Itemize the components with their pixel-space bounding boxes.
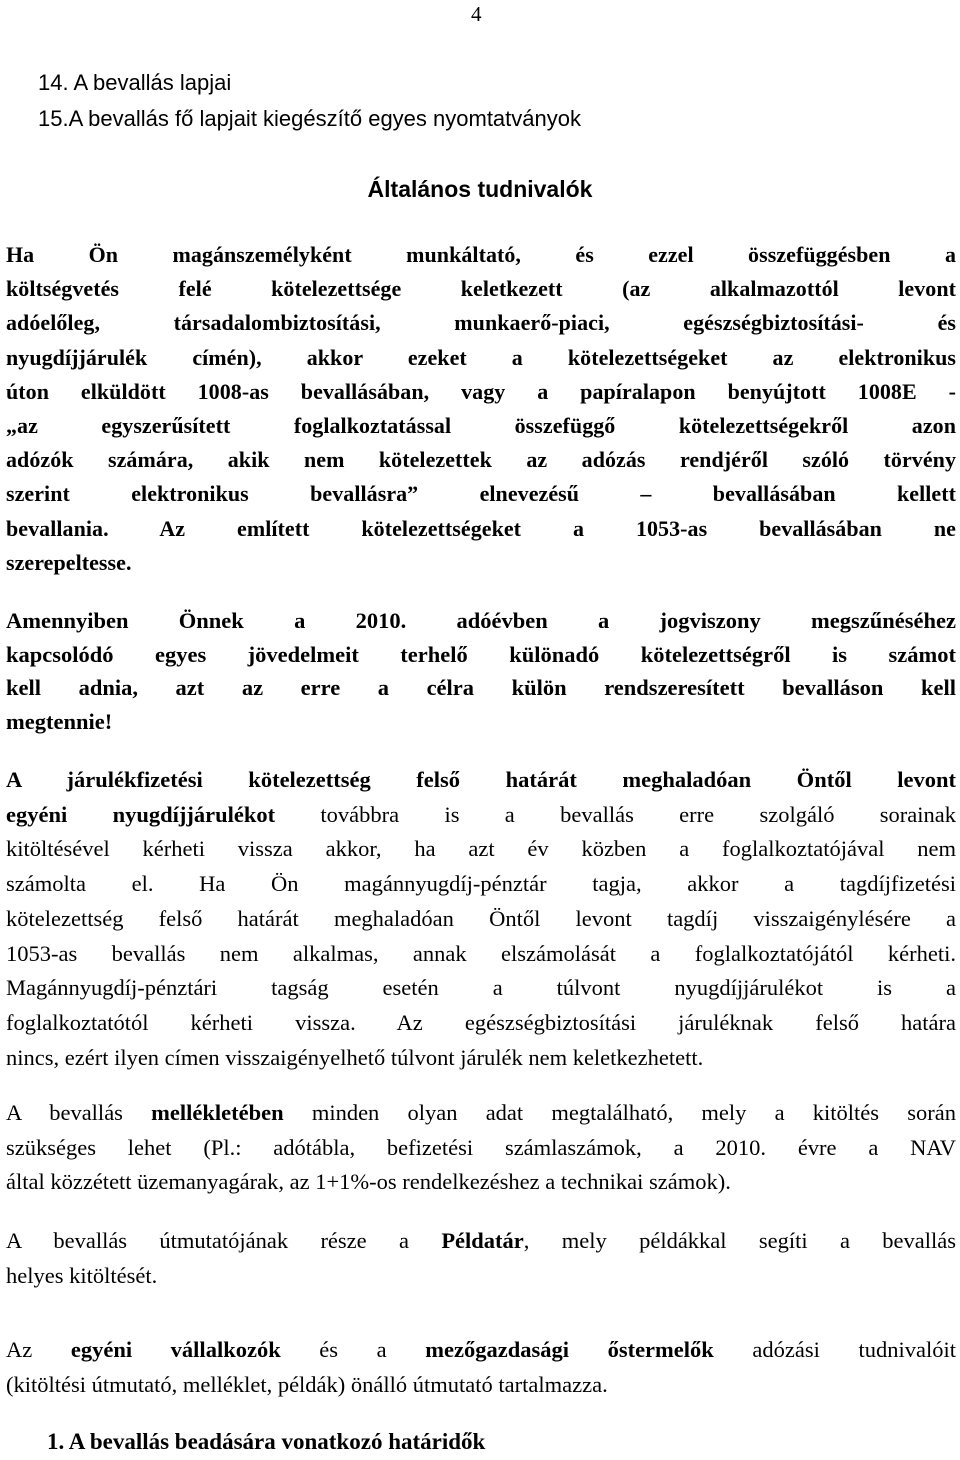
text-fragment: A bevallás útmutatójának része a [6,1228,442,1253]
text-line: Magánnyugdíj-pénztári tagság esetén a túlvont nyugdíjjárulékot is a [6,975,956,1001]
text-line: nyugdíjjárulék címén), akkor ezeket a kötelezettségeket az elektronikus [6,344,956,370]
text-line: kapcsolódó egyes jövedelmeit terhelő különadó kötelezettségről is számot [6,641,956,667]
text-line: adóelőleg, társadalombiztosítási, munkaerő-piaci, egészségbiztosítási- és [6,310,956,336]
paragraph-examples [6,1224,956,1293]
bold-term: egyéni vállalkozók [70,1337,281,1362]
text-line: adózók számára, akik nem kötelezettek az adózás rendjéről szóló törvény [6,447,956,473]
section-title: Általános tudnivalók [367,176,593,202]
text-line [6,1224,956,1259]
paragraph-appendix [6,1096,956,1200]
toc-item-15: 15.A bevallás fő lapjait kiegészítő egyes nyomtatványok [38,106,581,131]
text-line: (kitöltési útmutató, melléklet, példák) önálló útmutató tartalmazza. [6,1371,608,1397]
bold-term: mellékletében [151,1100,284,1125]
text-fragment: adózási tudnivalóit [713,1337,956,1362]
text-fragment: A bevallás [6,1100,152,1125]
text-fragment: minden olyan adat megtalálható, mely a kitöltés során [283,1100,956,1125]
text-line: kötelezettség felső határát meghaladóan Öntől levont tagdíj visszaigénylésére a [6,905,956,931]
bold-term: egyéni nyugdíjjárulékot [6,801,276,827]
text-line: kitöltésével kérheti vissza akkor, ha azt év közben a foglalkoztatójával nem [6,836,956,862]
text-line: úton elküldött 1008-as bevallásában, vagy a papíralapon benyújtott 1008E - [6,378,956,404]
text-line: kell adnia, azt az erre a célra külön rendszeresített bevalláson kell [6,675,956,700]
text-line: költségvetés felé kötelezettsége keletkezett (az alkalmazottól levont [6,276,956,302]
text-line: foglalkoztatótól kérheti vissza. Az egészségbiztosítási járuléknak felső határa [6,1009,956,1035]
text-line [6,1096,956,1131]
text-line: Ha Ön magánszemélyként munkáltató, és ezzel összefüggésben a [6,242,956,267]
section-heading-deadlines: 1. A bevallás beadására vonatkozó határidők [47,1429,486,1454]
text-fragment: továbbra is a bevallás erre szolgáló sorainak [275,801,956,827]
text-line: szerepeltesse. [6,549,132,575]
text-line: 1053-as bevallás nem alkalmas, annak elszámolását a foglalkoztatójától kérheti. [6,940,956,966]
text-fragment: , mely példákkal segíti a bevallás [523,1228,956,1253]
text-line: Amennyiben Önnek a 2010. adóévben a jogviszony megszűnéséhez [6,608,956,633]
toc-item-14: 14. A bevallás lapjai [38,70,232,95]
paragraph-pension-contribution [6,763,956,1075]
page-number: 4 [471,2,482,26]
text-line: „az egyszerűsített foglalkoztatással összefüggő kötelezettségekről azon [6,413,956,439]
text-line: számolta el. Ha Ön magánnyugdíj-pénztár tagja, akkor a tagdíjfizetési [6,871,956,897]
text-line: szerint elektronikus bevallásra” elnevezésű – bevallásában kellett [6,481,956,507]
paragraph-employer-obligations [6,238,956,580]
text-line: helyes kitöltését. [6,1262,158,1288]
text-line: A járulékfizetési kötelezettség felső határát meghaladóan Öntől levont [6,767,956,792]
text-line: bevallania. Az említett kötelezettségeket a 1053-as bevallásában ne [6,515,956,541]
text-line [6,798,956,833]
text-line: megtennie! [6,708,113,734]
text-line [6,1333,956,1368]
text-fragment: és a [280,1337,426,1362]
paragraph-entrepreneurs [6,1333,956,1402]
text-fragment: Az [6,1337,71,1362]
text-line: nincs, ezért ilyen címen visszaigényelhető túlvont járulék nem keletkezhetett. [6,1044,704,1070]
text-line: által közzétett üzemanyagárak, az 1+1%-os rendelkezéshez a technikai számok). [6,1169,731,1195]
bold-term: mezőgazdasági őstermelők [425,1337,714,1362]
text-line: szükséges lehet (Pl.: adótábla, befizetési számlaszámok, a 2010. évre a NAV [6,1134,956,1160]
bold-term: Példatár [441,1228,524,1253]
paragraph-special-tax [6,604,956,738]
